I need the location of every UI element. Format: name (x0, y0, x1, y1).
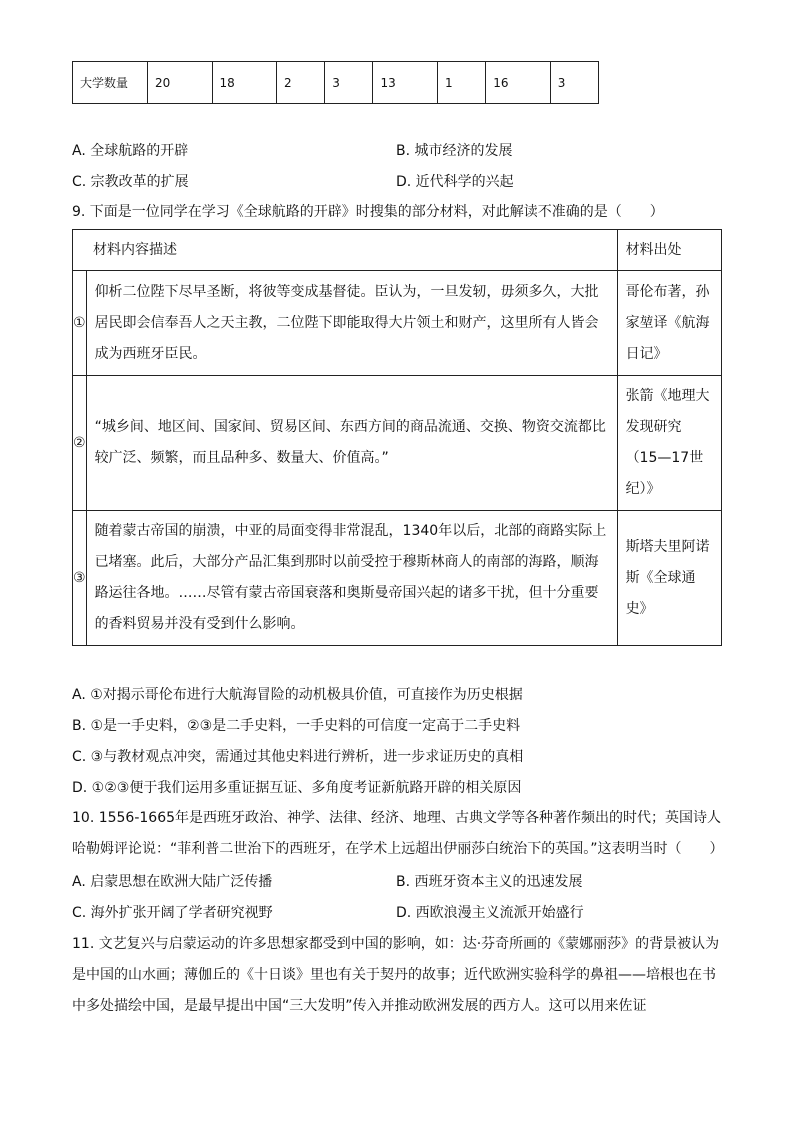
value-cell: 2 (277, 62, 325, 104)
table-row (73, 511, 722, 646)
q9-option-c[interactable]: C. ③与教材观点冲突，需通过其他史料进行辨析，进一步求证历史的真相 (72, 749, 524, 765)
material-source: 哥伦布著，孙家堃译《航海日记》 (617, 271, 721, 376)
header-source: 材料出处 (617, 230, 721, 271)
q9-option-d[interactable]: D. ①②③便于我们运用多重证据互证、多角度考证新航路开辟的相关原因 (72, 780, 522, 796)
table-header-row (73, 230, 722, 271)
value-cell: 1 (437, 62, 485, 104)
q8-data-table (72, 61, 599, 104)
table-row (73, 62, 599, 104)
q9-option-a[interactable]: A. ①对揭示哥伦布进行大航海冒险的动机极具价值，可直接作为历史根据 (72, 687, 523, 703)
value-cell: 3 (325, 62, 373, 104)
material-content: “城乡间、地区间、国家间、贸易区间、东西方间的商品流通、交换、物资交流都比较广泛、频繁，而且品种多、数量大、价值高。” (86, 376, 617, 511)
value-cell: 16 (486, 62, 551, 104)
q8-option-b[interactable]: B. 城市经济的发展 (396, 143, 513, 159)
q8-option-d[interactable]: D. 近代科学的兴起 (396, 174, 514, 190)
q8-option-a[interactable]: A. 全球航路的开辟 (72, 143, 189, 159)
q10-option-b[interactable]: B. 西班牙资本主义的迅速发展 (396, 874, 583, 890)
q10-option-c[interactable]: C. 海外扩张开阔了学者研究视野 (72, 905, 273, 921)
material-content: 仰析二位陛下尽早圣断，将彼等变成基督徒。臣认为，一旦发轫，毋须多久，大批居民即会信奉吾人之天主教，二位陛下即能取得大片领土和财产，这里所有人皆会成为西班牙臣民。 (86, 271, 617, 376)
value-cell: 13 (373, 62, 438, 104)
table-row (73, 376, 722, 511)
q11-stem: 11. 文艺复兴与启蒙运动的许多思想家都受到中国的影响，如：达·芬奇所画的《蒙娜丽莎》的背景被认为是中国的山水画；薄伽丘的《十日谈》里也有关于契丹的故事；近代欧洲实验科学的鼻祖——培根也在书中多处描绘中国，是最早提出中国“三大发明”传入并推动欧洲发展的西方人。这可以用来佐证 (72, 936, 720, 1014)
material-source: 斯塔夫里阿诺斯《全球通史》 (617, 511, 721, 646)
q9-stem: 9. 下面是一位同学在学习《全球航路的开辟》时搜集的部分材料，对此解读不准确的是（ ） (72, 204, 664, 220)
table-row (73, 271, 722, 376)
value-cell: 3 (550, 62, 598, 104)
q10-option-d[interactable]: D. 西欧浪漫主义流派开始盛行 (396, 905, 584, 921)
row-label-cell: 大学数量 (73, 62, 148, 104)
material-content: 随着蒙古帝国的崩溃，中亚的局面变得非常混乱，1340年以后，北部的商路实际上已堵塞。此后，大部分产品汇集到那时以前受控于穆斯林商人的南部的海路，顺海路运往各地。……尽管有蒙古帝国衰落和奥斯曼帝国兴起的诸多干扰，但十分重要的香料贸易并没有受到什么影响。 (86, 511, 617, 646)
header-content: 材料内容描述 (73, 230, 618, 271)
value-cell: 18 (212, 62, 277, 104)
q10-option-a[interactable]: A. 启蒙思想在欧洲大陆广泛传播 (72, 874, 273, 890)
q9-source-table (72, 229, 722, 646)
q10-stem: 10. 1556-1665年是西班牙政治、神学、法律、经济、地理、古典文学等各种著作频出的时代；英国诗人哈勒姆评论说：“菲利普二世治下的西班牙，在学术上远超出伊丽莎白统治下的英国。”这表明当时（ ） (72, 810, 724, 857)
row-number: ② (73, 376, 87, 511)
material-source: 张箭《地理大发现研究（15—17世纪）》 (617, 376, 721, 511)
q9-option-b[interactable]: B. ①是一手史料，②③是二手史料，一手史料的可信度一定高于二手史料 (72, 718, 521, 734)
value-cell: 20 (148, 62, 213, 104)
row-number: ③ (73, 511, 87, 646)
q8-option-c[interactable]: C. 宗教改革的扩展 (72, 174, 189, 190)
row-number: ① (73, 271, 87, 376)
